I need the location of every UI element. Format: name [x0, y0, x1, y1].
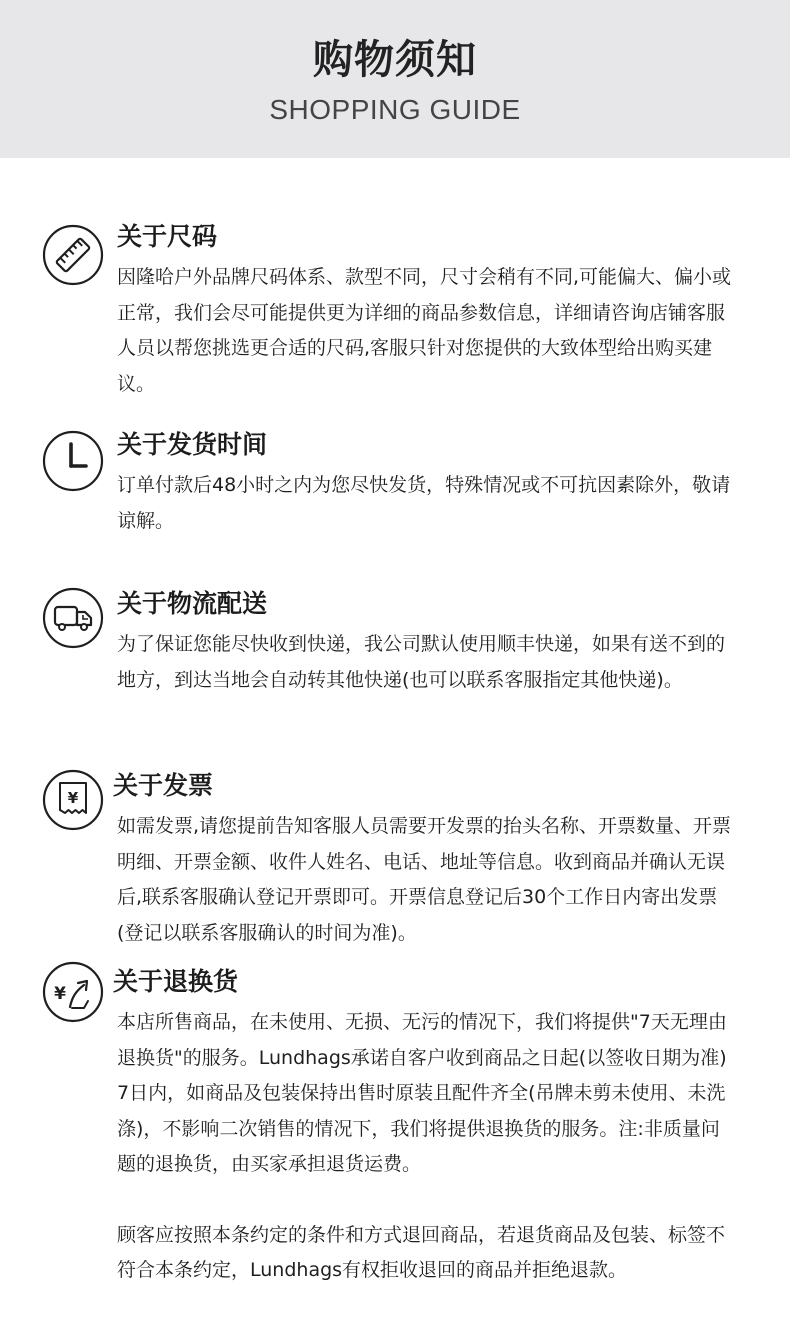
ruler-icon	[42, 224, 104, 286]
svg-text:¥: ¥	[67, 789, 79, 807]
svg-text:¥: ¥	[54, 984, 66, 1004]
section-body	[117, 627, 737, 698]
section-body	[117, 468, 737, 539]
section-title: 关于物流配送	[117, 589, 268, 618]
page-subtitle: SHOPPING GUIDE	[269, 94, 521, 125]
clock-icon	[42, 430, 104, 492]
section-paragraph: 顾客应按照本条约定的条件和方式退回商品，若退货商品及包装、标签不符合本条约定，Lundhags有权拒收退回的商品并拒绝退款。	[117, 1223, 726, 1281]
section-paragraph: 如需发票,请您提前告知客服人员需要开发票的抬头名称、开票数量、开票明细、开票金额、收件人姓名、电话、地址等信息。收到商品并确认无误后,联系客服确认登记开票即可。开票信息登记后30个工作日内寄出发票(登记以联系客服确认的时间为准)。	[117, 815, 732, 944]
section-title: 关于发票	[113, 771, 214, 800]
section-body	[117, 1005, 737, 1289]
section-paragraph: 为了保证您能尽快收到快递，我公司默认使用顺丰快递，如果有送不到的地方，到达当地会自动转其他快递(也可以联系客服指定其他快递)。	[117, 633, 726, 691]
section-body	[117, 809, 737, 951]
section-title: 关于尺码	[117, 222, 218, 251]
section-title: 关于退换货	[113, 967, 239, 996]
page-header	[0, 0, 790, 158]
section-paragraph: 订单付款后48小时之内为您尽快发货，特殊情况或不可抗因素除外，敬请谅解。	[117, 474, 731, 532]
section-body	[117, 260, 737, 402]
section-title: 关于发货时间	[117, 430, 268, 459]
section-paragraph: 本店所售商品，在未使用、无损、无污的情况下，我们将提供"7天无理由退换货"的服务。Lundhags承诺自客户收到商品之日起(以签收日期为准)7日内，如商品及包装保持出售时原装且配件齐全(吊牌未剪未使用、未洗涤)，不影响二次销售的情况下，我们将提供退换货的服务。注:非质量问题的退换货，由买家承担退货运费。	[117, 1011, 727, 1175]
delivery-truck-icon	[42, 587, 104, 649]
invoice-icon	[42, 769, 104, 831]
refund-icon	[42, 961, 104, 1023]
section-paragraph: 因隆哈户外品牌尺码体系、款型不同，尺寸会稍有不同,可能偏大、偏小或正常，我们会尽可能提供更为详细的商品参数信息，详细请咨询店铺客服人员以帮您挑选更合适的尺码,客服只针对您提供的大致体型给出购买建议。	[117, 266, 732, 395]
page-title: 购物须知	[313, 37, 477, 83]
